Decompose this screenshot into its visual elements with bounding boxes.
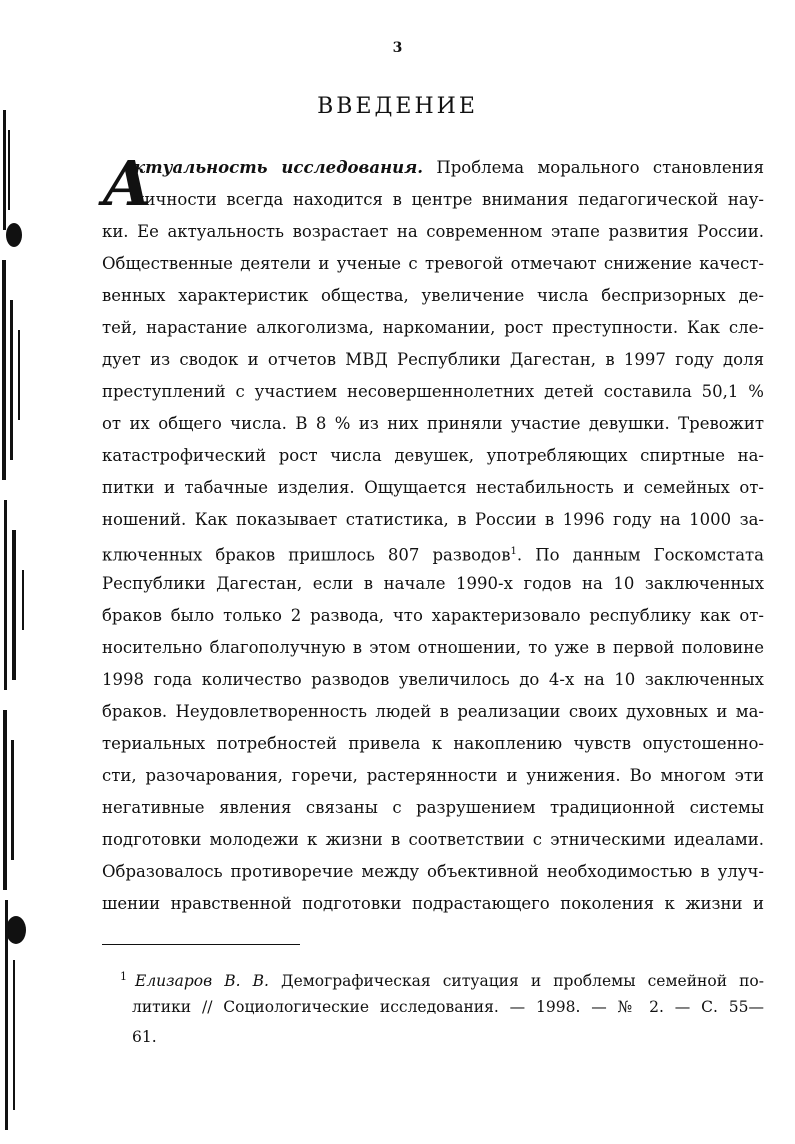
text-line: питки и табачные изделия. Ощущается нестабильность и семейных от- — [102, 478, 764, 497]
text-line: тей, нарастание алкоголизма, наркомании, рост преступности. Как сле- — [102, 318, 764, 337]
text-line: негативные явления связаны с разрушением традиционной системы — [102, 798, 764, 817]
footnote-line: литики // Социологические исследования. — 1998. — № 2. — С. 55— — [132, 998, 764, 1016]
text-line: ки. Ее актуальность возрастает на современном этапе развития России. — [102, 222, 764, 241]
drop-cap: А — [102, 147, 153, 220]
footnote-text: Демографическая ситуация и проблемы семейной по- — [280, 972, 764, 991]
footnote-marker: 1 — [120, 970, 127, 983]
footnote-author: Елизаров В. В. — [135, 972, 269, 991]
line-text: ключенных браков пришлось 807 разводов — [102, 545, 511, 565]
footnote-reference[interactable]: 1 — [510, 546, 517, 557]
body-text — [102, 147, 765, 920]
text-line — [102, 536, 764, 568]
text-line: Образовалось противоречие между объективной необходимостью в улуч- — [102, 862, 764, 881]
text-line: венных характеристик общества, увеличение числа беспризорных де- — [102, 286, 764, 305]
scan-edge-artifact — [0, 100, 36, 1144]
line-text: Проблема морального становления — [436, 158, 765, 177]
line-text: . По данным Госкомстата — [516, 545, 764, 565]
text-line: носительно благополучную в этом отношении, то уже в первой половине — [102, 638, 764, 657]
text-line: териальных потребностей привела к накоплению чувств опустошенно- — [102, 734, 764, 753]
text-line: Общественные деятели и ученые с тревогой отмечают снижение качест- — [102, 254, 764, 273]
text-line: катастрофический рост числа девушек, употребляющих спиртные на- — [102, 446, 764, 465]
footnote-line — [120, 962, 764, 992]
text-line: 1998 года количество разводов увеличилось до 4-х на 10 заключенных — [102, 670, 764, 689]
page-number: 3 — [392, 40, 403, 56]
page-title: ВВЕДЕНИЕ — [317, 94, 478, 119]
lead-phrase: ктуальность исследования. — [134, 158, 423, 177]
footnote — [120, 962, 764, 1052]
text-line: преступлений с участием несовершеннолетних детей составила 50,1 % — [102, 382, 764, 401]
text-line: личности всегда находится в центре внимания педагогической нау- — [134, 190, 764, 209]
text-line: от их общего числа. В 8 % из них приняли участие девушки. Тревожит — [102, 414, 764, 433]
text-line: дует из сводок и отчетов МВД Республики Дагестан, в 1997 году доля — [102, 350, 764, 369]
footnote-divider — [102, 944, 300, 945]
text-line: браков. Неудовлетворенность людей в реализации своих духовных и ма- — [102, 702, 764, 721]
text-line — [102, 152, 764, 184]
text-line: Республики Дагестан, если в начале 1990-х годов на 10 заключенных — [102, 574, 764, 593]
text-line: шении нравственной подготовки подрастающего поколения к жизни и — [102, 894, 764, 913]
text-line: браков было только 2 развода, что характеризовало республику как от- — [102, 606, 764, 625]
text-line: подготовки молодежи к жизни в соответствии с этническими идеалами. — [102, 830, 764, 849]
text-line: ношений. Как показывает статистика, в России в 1996 году на 1000 за- — [102, 510, 764, 529]
text-line: сти, разочарования, горечи, растерянности и унижения. Во многом эти — [102, 766, 764, 785]
footnote-line: 61. — [132, 1028, 157, 1046]
